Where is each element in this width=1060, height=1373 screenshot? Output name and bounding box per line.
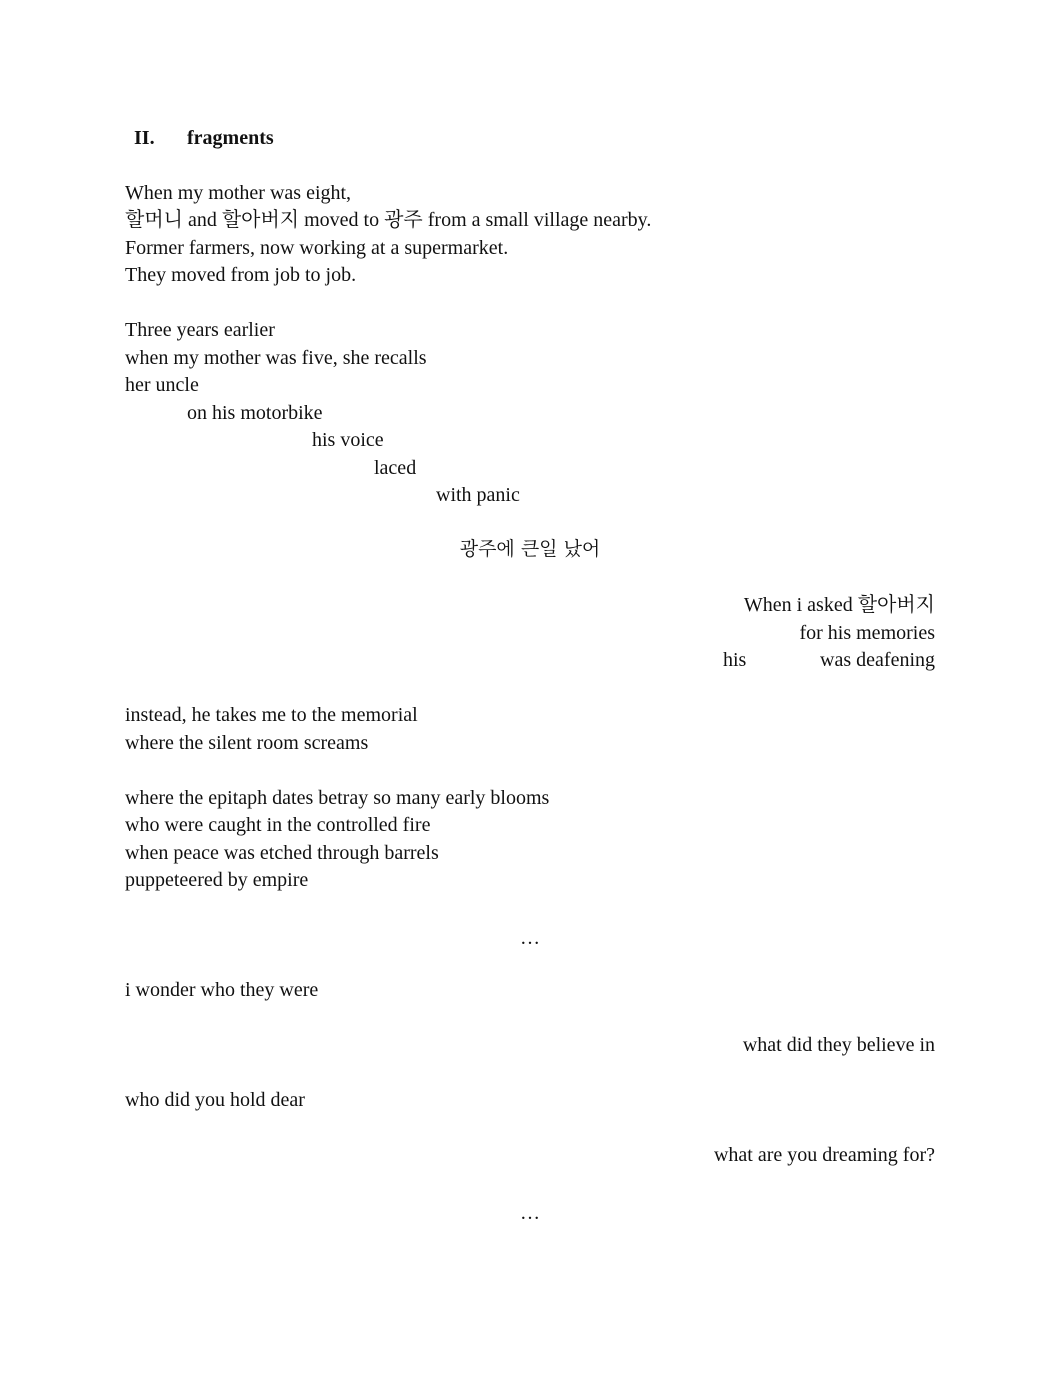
poem-line: puppeteered by empire	[125, 869, 309, 891]
section-numeral: II.	[134, 127, 155, 149]
poem-line: Former farmers, now working at a supermarket.	[125, 237, 509, 259]
poem-line: where the epitaph dates betray so many early blooms	[125, 787, 550, 809]
poem-line: Three years earlier	[125, 319, 275, 341]
poem-line: when my mother was five, she recalls	[125, 347, 427, 369]
poem-line: When my mother was eight,	[125, 182, 352, 204]
poem-line-fragment: was deafening	[820, 649, 935, 671]
poem-line: When i asked 할아버지	[743, 594, 935, 616]
poem-line-fragment: his	[723, 649, 747, 671]
poem-line: where the silent room screams	[125, 732, 369, 754]
poem-line: for his memories	[799, 622, 935, 644]
poem-line: who were caught in the controlled fire	[125, 814, 431, 836]
korean-exclamation: 광주에 큰일 났어	[459, 538, 601, 560]
poem-line: her uncle	[125, 374, 199, 396]
poem-line: when peace was etched through barrels	[125, 842, 439, 864]
poem-line: what are you dreaming for?	[713, 1144, 935, 1166]
poem-line: with panic	[436, 484, 520, 506]
poem-line: They moved from job to job.	[125, 264, 357, 286]
poem-line: who did you hold dear	[125, 1089, 305, 1111]
poem-line: what did they believe in	[742, 1034, 935, 1056]
poem-line: laced	[374, 457, 417, 479]
poem-line: his voice	[312, 429, 384, 451]
poem-line: instead, he takes me to the memorial	[125, 704, 418, 726]
section-title: fragments	[187, 127, 274, 149]
poem-line: 할머니 and 할아버지 moved to 광주 from a small village nearby.	[125, 209, 652, 231]
poem-line: i wonder who they were	[125, 979, 319, 1001]
poem-line: on his motorbike	[187, 402, 323, 424]
section-break-ellipsis: …	[520, 1202, 540, 1224]
section-break-ellipsis: …	[520, 927, 540, 949]
